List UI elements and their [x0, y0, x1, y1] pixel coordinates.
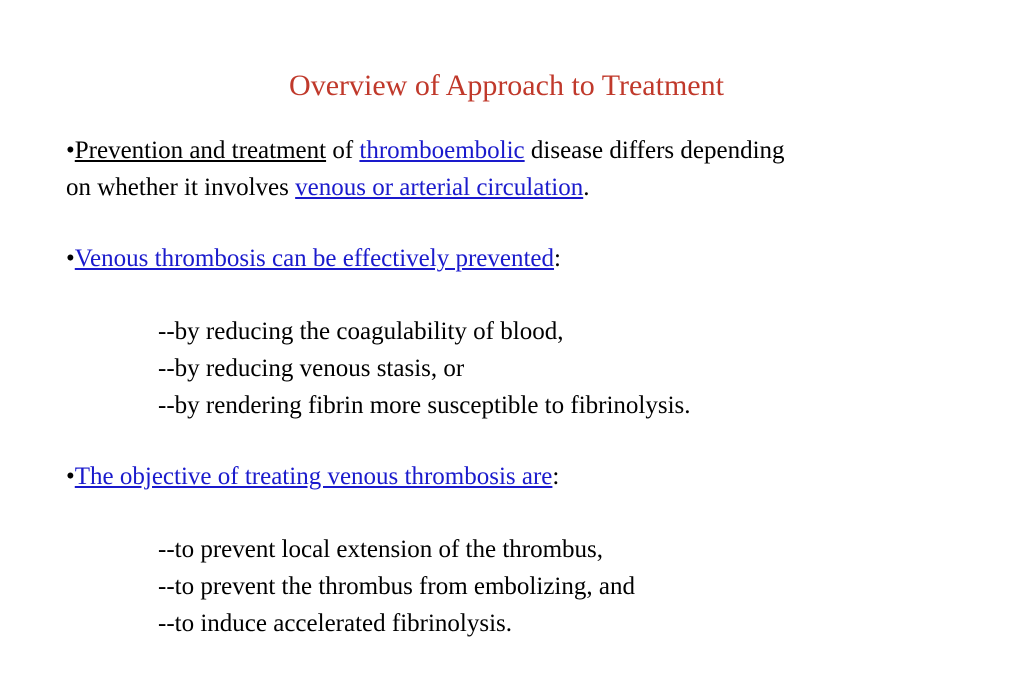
list-item: --by rendering fibrin more susceptible to fibrinolysis.	[158, 392, 691, 419]
bullet-1-line-1	[66, 136, 785, 166]
list-item: --by reducing the coagulability of blood,	[158, 318, 564, 345]
plain-text: disease differs depending	[524, 137, 785, 164]
list-item: --by reducing venous stasis, or	[158, 355, 465, 382]
list-item: --to induce accelerated fibrinolysis.	[158, 610, 513, 637]
plain-text: of	[326, 137, 360, 164]
bullet-1-line-2	[66, 173, 589, 203]
prevention-treatment-text: Prevention and treatment	[74, 137, 327, 164]
slide-title: Overview of Approach to Treatment	[289, 69, 724, 102]
colon: :	[552, 463, 560, 490]
list-item: --to prevent the thrombus from embolizing, and	[158, 573, 635, 600]
colon: :	[554, 245, 561, 272]
plain-text: on whether it involves	[66, 174, 296, 201]
venous-thrombosis-prevented-link[interactable]: Venous thrombosis can be effectively prevented	[74, 245, 555, 272]
objective-treating-link[interactable]: The objective of treating venous thrombosis are	[74, 463, 553, 490]
bullet-2-line	[66, 244, 561, 274]
thromboembolic-link[interactable]: thromboembolic	[359, 137, 525, 164]
period: .	[583, 174, 590, 201]
bullet-marker: •	[66, 245, 75, 272]
venous-arterial-circulation-link[interactable]: venous or arterial circulation	[295, 174, 584, 201]
bullet-3-line	[66, 462, 559, 492]
bullet-marker: •	[66, 463, 75, 490]
bullet-marker: •	[66, 137, 75, 164]
list-item: --to prevent local extension of the thrombus,	[158, 536, 604, 563]
